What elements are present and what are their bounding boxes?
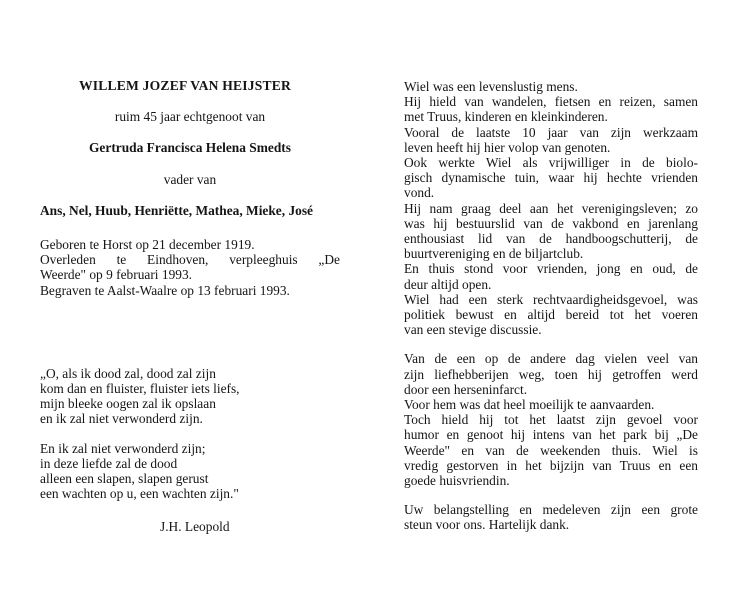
spouse-name: Gertruda Francisca Helena Smedts xyxy=(89,140,291,156)
text-line: politiek bewust en altijd bereid tot het voeren xyxy=(404,307,698,323)
paragraph-illness xyxy=(404,351,698,488)
text-line: Hij nam graag deel aan het verenigingsleven; zo xyxy=(404,200,698,216)
text-line: Hij hield van wandelen, fietsen en reizen, samen xyxy=(404,94,698,110)
text-line: Toch hield hij tot het laatst zijn gevoel voor xyxy=(404,412,698,428)
text-line: Vooral de laatste 10 jaar van zijn werkzaam xyxy=(404,124,698,140)
poem-line: „O, als ik dood zal, dood zal zijn xyxy=(40,365,216,381)
right-column xyxy=(404,79,698,533)
death-line-2: Weerde" op 9 februari 1993. xyxy=(40,267,192,283)
paragraph-thanks xyxy=(404,502,698,532)
text-line: enthousiast lid van de handboogschutterij, de xyxy=(404,231,698,247)
text-line: steun voor ons. Hartelijk dank. xyxy=(404,517,570,533)
text-line: was hij bestuurslid van de vakbond en jarenlang xyxy=(404,215,698,231)
death-line-1: Overleden te Eindhoven, verpleeghuis „De xyxy=(40,252,340,268)
text-line: door een herseninfarct. xyxy=(404,381,528,397)
text-line: met Truus, kinderen en kleinkinderen. xyxy=(404,109,608,125)
text-line: vond. xyxy=(404,185,435,201)
text-line: zijn liefhebberijen weg, toen hij getroffen werd xyxy=(404,366,698,382)
poem xyxy=(40,366,340,502)
poem-line: in deze liefde zal de dood xyxy=(40,455,178,471)
text-line: Van de een op de andere dag vielen veel van xyxy=(404,351,698,367)
text-line: van een stevige discussie. xyxy=(404,322,542,338)
text-line: Weerde" en van de weekenden thuis. Wiel is xyxy=(404,442,698,458)
text-line: Wiel had een sterk rechtvaardigheidsgevoel, was xyxy=(404,291,698,307)
text-line: Voor hem was dat heel moeilijk te aanvaarden. xyxy=(404,397,655,413)
text-line: humor en genoot hij intens van het park bij „De xyxy=(404,427,698,443)
deceased-name: WILLEM JOZEF VAN HEIJSTER xyxy=(78,78,292,93)
poem-line: en ik zal niet verwonderd zijn. xyxy=(40,411,203,427)
text-line: vredig gestorven in het bijzijn van Truus en een xyxy=(404,457,698,473)
poem-line: alleen een slapen, slapen gerust xyxy=(40,471,209,487)
text-line: goede huisvriendin. xyxy=(404,473,510,489)
poem-author: J.H. Leopold xyxy=(160,519,230,535)
text-line: Uw belangstelling en medeleven zijn een grote xyxy=(404,502,698,518)
text-line: Wiel was een levenslustig mens. xyxy=(404,79,578,94)
poem-line: mijn bleeke oogen zal ik opslaan xyxy=(40,396,216,412)
text-line: leven heeft hij hier volop van genoten. xyxy=(404,139,611,155)
spouse-intro: ruim 45 jaar echtgenoot van xyxy=(114,109,266,125)
poem-line: En ik zal niet verwonderd zijn; xyxy=(40,440,206,456)
paragraph-life xyxy=(404,79,698,337)
father-intro: vader van xyxy=(163,171,217,187)
poem-line: een wachten op u, een wachten zijn." xyxy=(40,486,239,502)
birth-line: Geboren te Horst op 21 december 1919. xyxy=(40,237,255,253)
text-line: deur altijd open. xyxy=(404,276,492,292)
burial-line: Begraven te Aalst-Waalre op 13 februari 1993. xyxy=(40,282,290,298)
text-line: gisch dynamische tuin, waar hij hechte vrienden xyxy=(404,170,698,186)
left-column xyxy=(40,78,340,535)
children-names: Ans, Nel, Huub, Henriëtte, Mathea, Mieke, José xyxy=(40,202,313,218)
text-line: Ook werkte Wiel als vrijwilliger in de biolo- xyxy=(404,155,698,171)
text-line: buurtvereniging en de biljartclub. xyxy=(404,246,584,262)
poem-line: kom dan en fluister, fluister iets liefs, xyxy=(40,381,240,397)
text-line: En thuis stond voor vrienden, jong en oud, de xyxy=(404,261,698,277)
